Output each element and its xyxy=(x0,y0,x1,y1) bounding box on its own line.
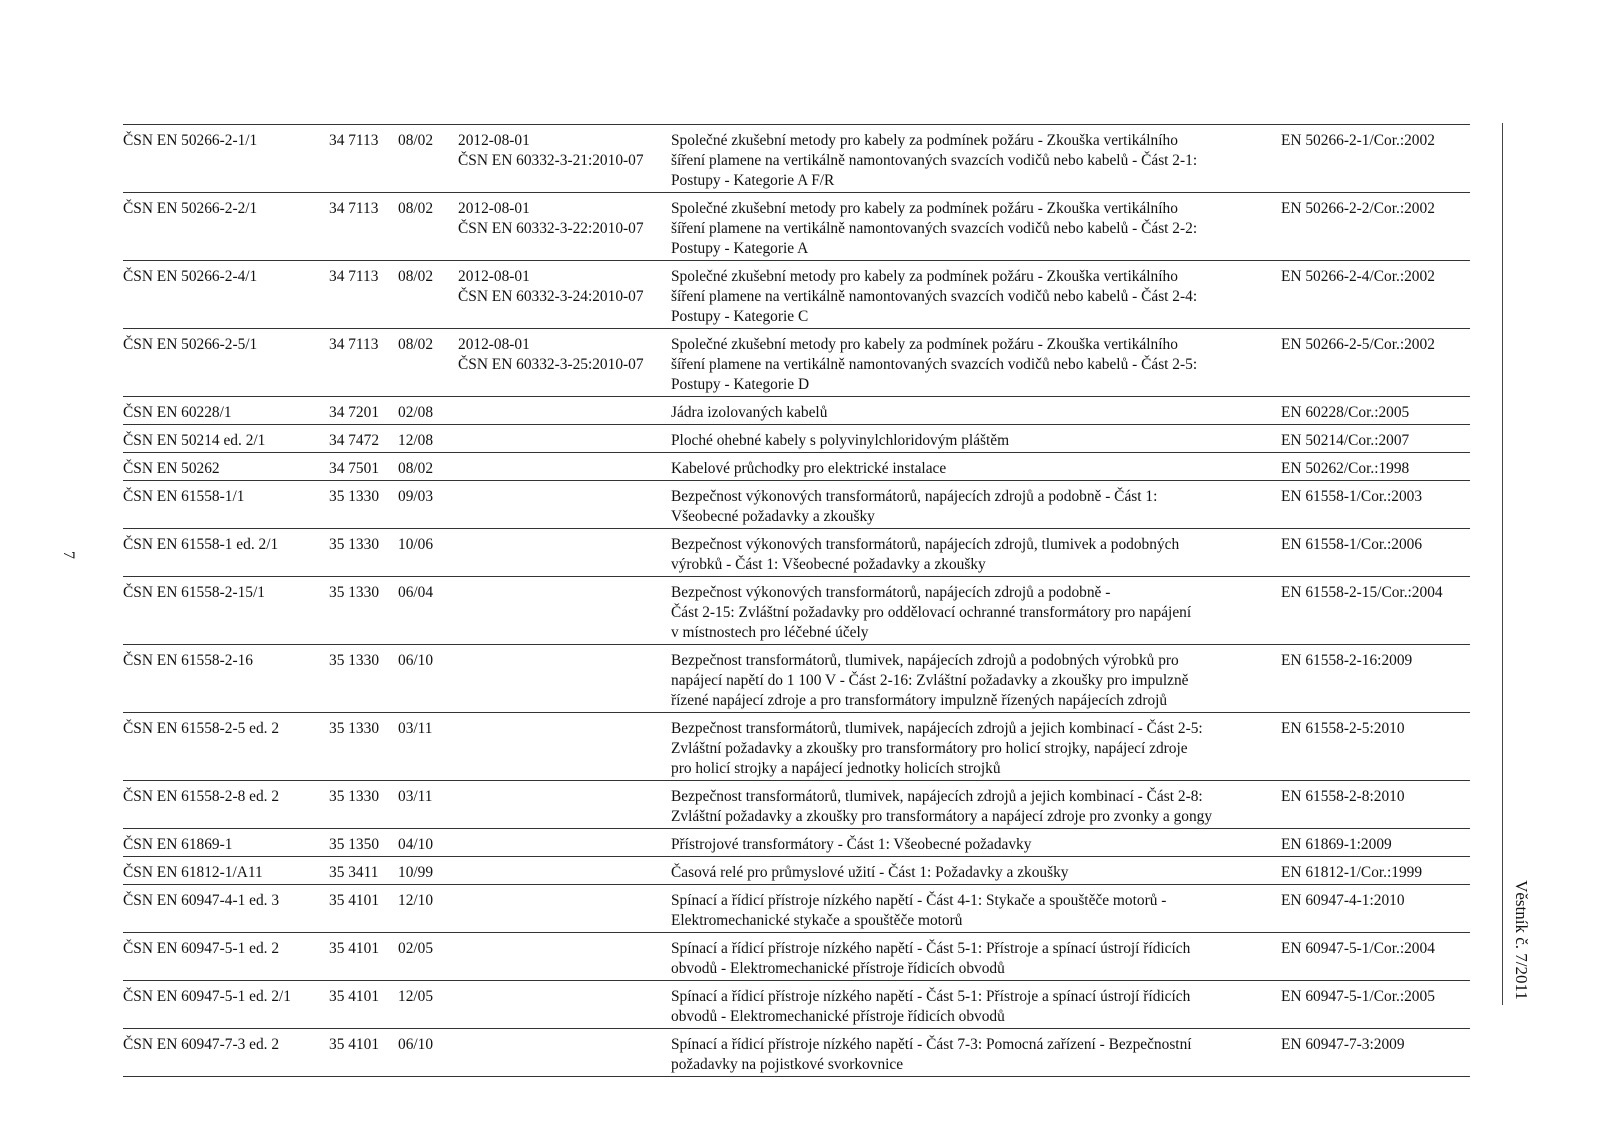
title-line: Spínací a řídicí přístroje nízkého napětí - Část 7-3: Pomocná zařízení - Bezpečnostní xyxy=(671,1036,1192,1053)
replacement-cell xyxy=(458,193,671,261)
table-row xyxy=(123,1029,1470,1077)
title-cell xyxy=(671,933,1281,981)
title-line: Společné zkušební metody pro kabely za podmínek požáru - Zkouška vertikálního xyxy=(671,268,1178,285)
issue-date-cell: 04/10 xyxy=(398,829,458,857)
table-row xyxy=(123,481,1470,529)
title-line: Bezpečnost transformátorů, tlumivek, napájecích zdrojů a jejich kombinací - Část 2-8: xyxy=(671,788,1203,805)
reference-cell: EN 50262/Cor.:1998 xyxy=(1281,453,1470,481)
standard-number-cell: ČSN EN 50266-2-1/1 xyxy=(123,125,329,193)
table-row xyxy=(123,781,1470,829)
issue-date-cell: 08/02 xyxy=(398,329,458,397)
reference-cell: EN 61558-2-8:2010 xyxy=(1281,781,1470,829)
issue-date-cell: 08/02 xyxy=(398,125,458,193)
table-row xyxy=(123,713,1470,781)
classification-code-cell: 35 3411 xyxy=(329,857,398,885)
title-cell xyxy=(671,829,1281,857)
title-cell xyxy=(671,577,1281,645)
replacement-cell xyxy=(458,329,671,397)
classification-code-cell: 35 1350 xyxy=(329,829,398,857)
title-line: Kabelové průchodky pro elektrické instalace xyxy=(671,460,947,477)
title-line: Spínací a řídicí přístroje nízkého napětí - Část 5-1: Přístroje a spínací ústrojí řídicích xyxy=(671,940,1191,957)
replacement-cell xyxy=(458,1029,671,1077)
table-row xyxy=(123,645,1470,713)
reference-cell: EN 50266-2-4/Cor.:2002 xyxy=(1281,261,1470,329)
title-line: Bezpečnost výkonových transformátorů, napájecích zdrojů a podobně - Část 1: xyxy=(671,488,1158,505)
issue-date-cell: 02/05 xyxy=(398,933,458,981)
replacement-cell xyxy=(458,645,671,713)
journal-title: Věstník č. 7/2011 xyxy=(1512,880,1531,1000)
title-line: Část 2-15: Zvláštní požadavky pro oddělovací ochranné transformátory pro napájení xyxy=(671,604,1192,621)
classification-code-cell: 35 1330 xyxy=(329,645,398,713)
title-cell xyxy=(671,261,1281,329)
table-row xyxy=(123,453,1470,481)
classification-code-cell: 34 7113 xyxy=(329,329,398,397)
title-line: Všeobecné požadavky a zkoušky xyxy=(671,508,875,525)
reference-cell: EN 60947-5-1/Cor.:2005 xyxy=(1281,981,1470,1029)
issue-date-cell: 09/03 xyxy=(398,481,458,529)
title-line: šíření plamene na vertikálně namontovaných svazcích vodičů nebo kabelů - Část 2-1: xyxy=(671,152,1198,169)
table-row xyxy=(123,529,1470,577)
title-cell xyxy=(671,529,1281,577)
table-row xyxy=(123,193,1470,261)
reference-cell: EN 61812-1/Cor.:1999 xyxy=(1281,857,1470,885)
issue-date-cell: 03/11 xyxy=(398,713,458,781)
issue-date-cell: 08/02 xyxy=(398,453,458,481)
title-line: obvodů - Elektromechanické přístroje řídicích obvodů xyxy=(671,960,1005,977)
table-row xyxy=(123,425,1470,453)
title-line: Společné zkušební metody pro kabely za podmínek požáru - Zkouška vertikálního xyxy=(671,132,1178,149)
title-line: Bezpečnost transformátorů, tlumivek, napájecích zdrojů a podobných výrobků pro xyxy=(671,652,1179,669)
classification-code-cell: 35 4101 xyxy=(329,885,398,933)
standard-number-cell: ČSN EN 60947-7-3 ed. 2 xyxy=(123,1029,329,1077)
classification-code-cell: 34 7113 xyxy=(329,193,398,261)
title-line: napájecí napětí do 1 100 V - Část 2-16: Zvláštní požadavky a zkoušky pro impulzně xyxy=(671,672,1189,689)
issue-date-cell: 03/11 xyxy=(398,781,458,829)
standard-number-cell: ČSN EN 61558-2-8 ed. 2 xyxy=(123,781,329,829)
title-line: Bezpečnost výkonových transformátorů, napájecích zdrojů, tlumivek a podobných xyxy=(671,536,1180,553)
issue-date-cell: 10/06 xyxy=(398,529,458,577)
replacement-cell xyxy=(458,125,671,193)
issue-date-cell: 08/02 xyxy=(398,193,458,261)
classification-code-cell: 35 4101 xyxy=(329,933,398,981)
replacement-line: ČSN EN 60332-3-24:2010-07 xyxy=(458,288,644,305)
title-line: Přístrojové transformátory - Část 1: Všeobecné požadavky xyxy=(671,836,1032,853)
standard-number-cell: ČSN EN 60228/1 xyxy=(123,397,329,425)
reference-cell: EN 61558-2-5:2010 xyxy=(1281,713,1470,781)
title-line: obvodů - Elektromechanické přístroje řídicích obvodů xyxy=(671,1008,1005,1025)
issue-date-cell: 12/05 xyxy=(398,981,458,1029)
classification-code-cell: 34 7472 xyxy=(329,425,398,453)
title-line: Společné zkušební metody pro kabely za podmínek požáru - Zkouška vertikálního xyxy=(671,200,1178,217)
standard-number-cell: ČSN EN 61869-1 xyxy=(123,829,329,857)
title-cell xyxy=(671,481,1281,529)
issue-date-cell: 12/08 xyxy=(398,425,458,453)
classification-code-cell: 34 7501 xyxy=(329,453,398,481)
reference-cell: EN 60228/Cor.:2005 xyxy=(1281,397,1470,425)
page-number: 7 xyxy=(60,551,77,559)
standard-number-cell: ČSN EN 61558-2-16 xyxy=(123,645,329,713)
classification-code-cell: 34 7113 xyxy=(329,125,398,193)
replacement-cell xyxy=(458,933,671,981)
standard-number-cell: ČSN EN 61558-2-5 ed. 2 xyxy=(123,713,329,781)
title-line: Společné zkušební metody pro kabely za podmínek požáru - Zkouška vertikálního xyxy=(671,336,1178,353)
title-line: Časová relé pro průmyslové užití - Část 1: Požadavky a zkoušky xyxy=(671,864,1069,881)
issue-date-cell: 12/10 xyxy=(398,885,458,933)
standard-number-cell: ČSN EN 50214 ed. 2/1 xyxy=(123,425,329,453)
reference-cell: EN 60947-4-1:2010 xyxy=(1281,885,1470,933)
issue-date-cell: 06/10 xyxy=(398,1029,458,1077)
title-cell xyxy=(671,125,1281,193)
reference-cell: EN 60947-5-1/Cor.:2004 xyxy=(1281,933,1470,981)
title-cell xyxy=(671,885,1281,933)
table-row xyxy=(123,125,1470,193)
classification-code-cell: 35 1330 xyxy=(329,481,398,529)
replacement-line: ČSN EN 60332-3-25:2010-07 xyxy=(458,356,644,373)
title-line: Postupy - Kategorie C xyxy=(671,308,809,325)
title-cell xyxy=(671,193,1281,261)
title-line: Spínací a řídicí přístroje nízkého napětí - Část 4-1: Stykače a spouštěče motorů - xyxy=(671,892,1167,909)
table-row xyxy=(123,261,1470,329)
table-row xyxy=(123,933,1470,981)
replacement-cell xyxy=(458,397,671,425)
replacement-line: ČSN EN 60332-3-22:2010-07 xyxy=(458,220,644,237)
standard-number-cell: ČSN EN 61812-1/A11 xyxy=(123,857,329,885)
title-line: Postupy - Kategorie A F/R xyxy=(671,172,835,189)
issue-date-cell: 06/04 xyxy=(398,577,458,645)
replacement-line: 2012-08-01 xyxy=(458,132,530,149)
replacement-line: 2012-08-01 xyxy=(458,268,530,285)
title-line: šíření plamene na vertikálně namontovaných svazcích vodičů nebo kabelů - Část 2-2: xyxy=(671,220,1198,237)
title-line: požadavky na pojistkové svorkovnice xyxy=(671,1056,904,1073)
classification-code-cell: 35 1330 xyxy=(329,713,398,781)
title-cell xyxy=(671,397,1281,425)
title-line: Elektromechanické stykače a spouštěče motorů xyxy=(671,912,963,929)
title-line: Spínací a řídicí přístroje nízkého napětí - Část 5-1: Přístroje a spínací ústrojí řídicích xyxy=(671,988,1191,1005)
replacement-cell xyxy=(458,577,671,645)
classification-code-cell: 35 1330 xyxy=(329,529,398,577)
table-row xyxy=(123,885,1470,933)
replacement-cell xyxy=(458,425,671,453)
standard-number-cell: ČSN EN 50266-2-2/1 xyxy=(123,193,329,261)
classification-code-cell: 34 7201 xyxy=(329,397,398,425)
table-row xyxy=(123,981,1470,1029)
replacement-cell xyxy=(458,981,671,1029)
reference-cell: EN 61558-1/Cor.:2006 xyxy=(1281,529,1470,577)
replacement-cell xyxy=(458,481,671,529)
reference-cell: EN 50214/Cor.:2007 xyxy=(1281,425,1470,453)
reference-cell: EN 61869-1:2009 xyxy=(1281,829,1470,857)
standard-number-cell: ČSN EN 50266-2-5/1 xyxy=(123,329,329,397)
replacement-line: 2012-08-01 xyxy=(458,200,530,217)
title-line: v místnostech pro léčebné účely xyxy=(671,624,869,641)
issue-date-cell: 06/10 xyxy=(398,645,458,713)
title-line: šíření plamene na vertikálně namontovaných svazcích vodičů nebo kabelů - Část 2-5: xyxy=(671,356,1198,373)
reference-cell: EN 61558-1/Cor.:2003 xyxy=(1281,481,1470,529)
title-cell xyxy=(671,713,1281,781)
replacement-cell xyxy=(458,713,671,781)
replacement-cell xyxy=(458,453,671,481)
title-line: výrobků - Část 1: Všeobecné požadavky a zkoušky xyxy=(671,556,986,573)
standards-table-body xyxy=(123,125,1470,1077)
issue-date-cell: 10/99 xyxy=(398,857,458,885)
issue-date-cell: 08/02 xyxy=(398,261,458,329)
title-line: Bezpečnost transformátorů, tlumivek, napájecích zdrojů a jejich kombinací - Část 2-5: xyxy=(671,720,1203,737)
title-cell xyxy=(671,425,1281,453)
table-row xyxy=(123,829,1470,857)
title-line: Zvláštní požadavky a zkoušky pro transformátory pro holicí strojky, napájecí zdroje xyxy=(671,740,1188,757)
title-line: šíření plamene na vertikálně namontovaných svazcích vodičů nebo kabelů - Část 2-4: xyxy=(671,288,1198,305)
classification-code-cell: 35 4101 xyxy=(329,1029,398,1077)
classification-code-cell: 34 7113 xyxy=(329,261,398,329)
title-line: pro holicí strojky a napájecí jednotky holicích strojků xyxy=(671,760,1001,777)
standard-number-cell: ČSN EN 61558-1 ed. 2/1 xyxy=(123,529,329,577)
title-line: Jádra izolovaných kabelů xyxy=(671,404,828,421)
title-cell xyxy=(671,645,1281,713)
replacement-line: 2012-08-01 xyxy=(458,336,530,353)
title-line: Postupy - Kategorie A xyxy=(671,240,809,257)
standard-number-cell: ČSN EN 60947-5-1 ed. 2 xyxy=(123,933,329,981)
standard-number-cell: ČSN EN 50262 xyxy=(123,453,329,481)
title-cell xyxy=(671,453,1281,481)
standard-number-cell: ČSN EN 60947-5-1 ed. 2/1 xyxy=(123,981,329,1029)
replacement-cell xyxy=(458,261,671,329)
standards-table-wrapper xyxy=(123,124,1470,1077)
replacement-cell xyxy=(458,857,671,885)
title-cell xyxy=(671,981,1281,1029)
table-row xyxy=(123,577,1470,645)
title-line: řízené napájecí zdroje a pro transformátory impulzně řízených napájecích zdrojů xyxy=(671,692,1168,709)
replacement-cell xyxy=(458,885,671,933)
title-line: Bezpečnost výkonových transformátorů, napájecích zdrojů a podobně - xyxy=(671,584,1111,601)
standard-number-cell: ČSN EN 61558-2-15/1 xyxy=(123,577,329,645)
standard-number-cell: ČSN EN 50266-2-4/1 xyxy=(123,261,329,329)
classification-code-cell: 35 1330 xyxy=(329,781,398,829)
title-line: Zvláštní požadavky a zkoušky pro transformátory a napájecí zdroje pro zvonky a gongy xyxy=(671,808,1213,825)
table-row xyxy=(123,397,1470,425)
classification-code-cell: 35 4101 xyxy=(329,981,398,1029)
reference-cell: EN 50266-2-2/Cor.:2002 xyxy=(1281,193,1470,261)
title-line: Ploché ohebné kabely s polyvinylchloridovým pláštěm xyxy=(671,432,1010,449)
reference-cell: EN 50266-2-5/Cor.:2002 xyxy=(1281,329,1470,397)
title-cell xyxy=(671,781,1281,829)
reference-cell: EN 61558-2-15/Cor.:2004 xyxy=(1281,577,1470,645)
issue-date-cell: 02/08 xyxy=(398,397,458,425)
classification-code-cell: 35 1330 xyxy=(329,577,398,645)
replacement-cell xyxy=(458,781,671,829)
standard-number-cell: ČSN EN 61558-1/1 xyxy=(123,481,329,529)
title-cell xyxy=(671,1029,1281,1077)
reference-cell: EN 61558-2-16:2009 xyxy=(1281,645,1470,713)
reference-cell: EN 60947-7-3:2009 xyxy=(1281,1029,1470,1077)
title-cell xyxy=(671,857,1281,885)
title-cell xyxy=(671,329,1281,397)
replacement-cell xyxy=(458,829,671,857)
side-rule xyxy=(1502,123,1503,1005)
title-line: Postupy - Kategorie D xyxy=(671,376,810,393)
table-row xyxy=(123,329,1470,397)
table-row xyxy=(123,857,1470,885)
replacement-line: ČSN EN 60332-3-21:2010-07 xyxy=(458,152,644,169)
replacement-cell xyxy=(458,529,671,577)
standard-number-cell: ČSN EN 60947-4-1 ed. 3 xyxy=(123,885,329,933)
standards-table xyxy=(123,124,1470,1077)
reference-cell: EN 50266-2-1/Cor.:2002 xyxy=(1281,125,1470,193)
